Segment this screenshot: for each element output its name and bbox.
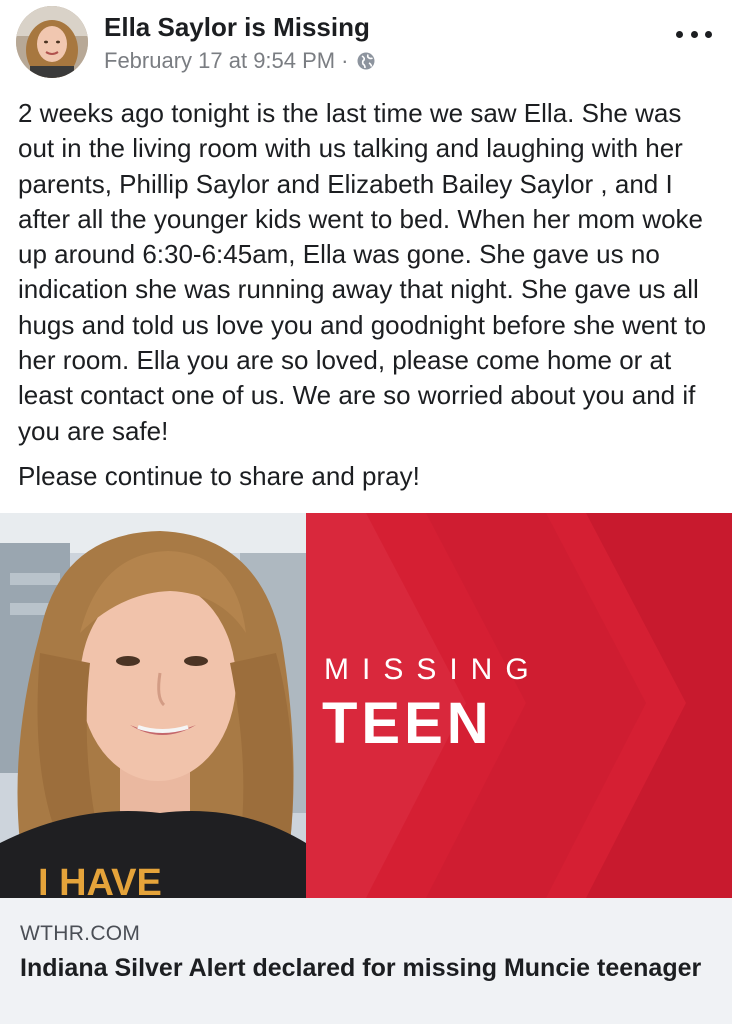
shirt-text: I HAVE <box>38 862 162 898</box>
meta-separator: · <box>341 48 349 73</box>
post-timestamp[interactable]: February 17 at 9:54 PM <box>104 48 336 73</box>
post-body <box>18 96 718 494</box>
post-meta <box>104 48 376 74</box>
link-preview-caption[interactable] <box>0 898 732 1024</box>
more-dot <box>691 31 698 38</box>
link-title[interactable]: Indiana Silver Alert declared for missing Muncie teenager <box>20 954 702 982</box>
post-paragraph: Please continue to share and pray! <box>18 460 420 491</box>
post-header <box>0 0 732 92</box>
banner-line-teen: TEEN <box>322 691 493 756</box>
missing-teen-banner <box>306 513 732 898</box>
author-name[interactable]: Ella Saylor is Missing <box>104 12 370 42</box>
avatar-image <box>16 6 88 78</box>
avatar[interactable] <box>16 6 88 78</box>
more-options-icon[interactable] <box>676 22 712 46</box>
banner-line-missing: MISSING <box>324 653 542 686</box>
link-domain: WTHR.COM <box>20 922 141 945</box>
link-preview-image[interactable] <box>0 513 732 898</box>
post-paragraph: 2 weeks ago tonight is the last time we saw Ella. She was out in the living room with us talking and laughing with her parents, Phillip Saylor and Elizabeth Bailey Saylor , and I after all the younger kids went to bed. When her mom woke up around 6:30-6:45am, Ella was gone. She gave us no indication she was running away that night. She gave us all hugs and told us love you and goodnight before she went to her room. Ella you are so loved, please come home or at least contact one of us. We are so worried about you and if you are safe! <box>18 98 707 446</box>
globe-icon <box>356 51 376 71</box>
missing-teen-photo <box>0 513 306 898</box>
more-dot <box>705 31 712 38</box>
more-dot <box>676 31 683 38</box>
